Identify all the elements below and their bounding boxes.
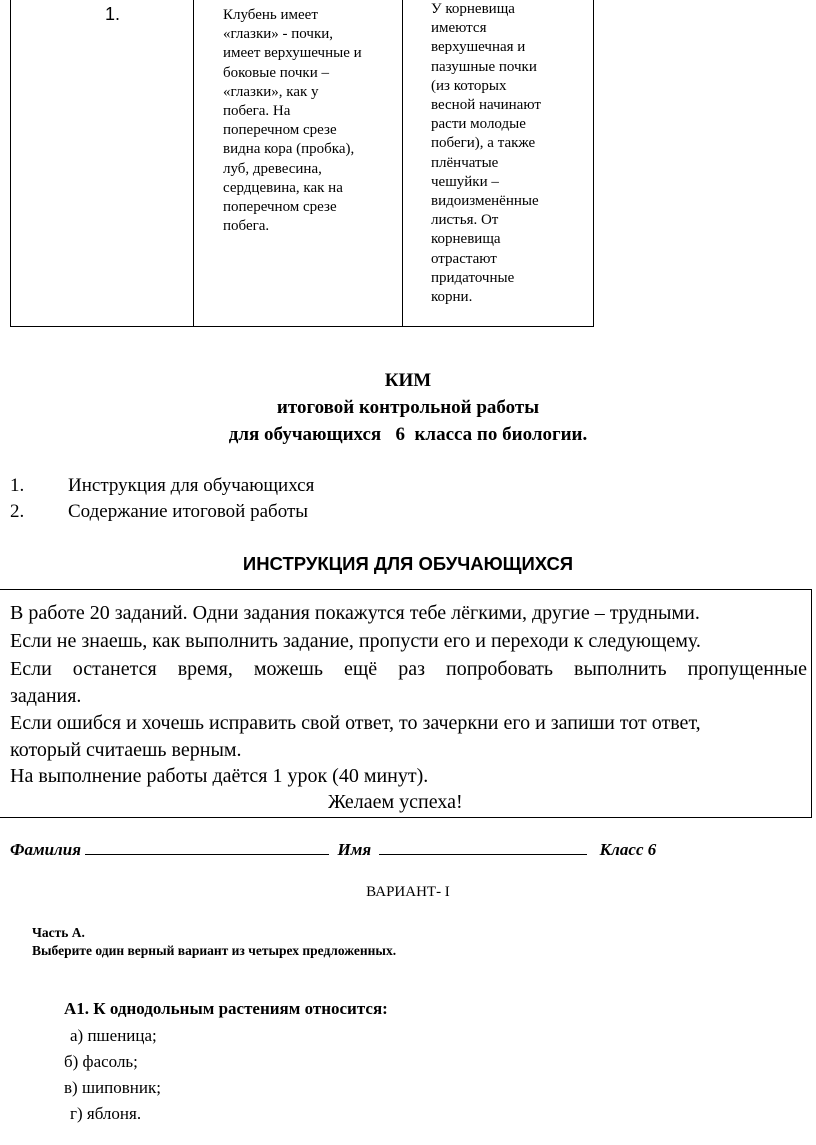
question-text: А1. К однодольным растениям относится:	[64, 999, 388, 1018]
instruction-line: Если останется время, можешь ещё раз попробовать выполнить пропущенные	[10, 658, 807, 680]
toc-item	[10, 501, 610, 525]
part-title: Часть А.	[32, 925, 85, 940]
student-info-row	[10, 839, 656, 860]
instruction-line: Если ошибся и хочешь исправить свой ответ, то зачеркни его и запиши тот ответ,	[10, 712, 701, 734]
surname-field[interactable]	[85, 839, 329, 855]
name-field[interactable]	[379, 839, 587, 855]
toc-number: 2.	[10, 501, 25, 522]
instruction-title: ИНСТРУКЦИЯ ДЛЯ ОБУЧАЮЩИХСЯ	[242, 553, 574, 574]
rhizome-description: У корневища имеются верхушечная и пазушные почки (из которых весной начинают расти молодые побеги), а также плёнчатые чешуйки – видоизменённые листья. От корневища отрастают придаточные корни.	[431, 1, 541, 306]
instruction-line: Если не знаешь, как выполнить задание, пропусти его и переходи к следующему.	[10, 630, 701, 652]
class-label: Класс 6	[599, 840, 657, 859]
name-label: Имя	[337, 840, 372, 859]
table-divider	[402, 0, 403, 326]
tuber-description: Клубень имеет «глазки» - почки, имеет верхушечные и боковые почки – «глазки», как у побега. На поперечном срезе видна кора (пробка), луб, древесина, сердцевина, как на поперечном срезе побега.	[223, 7, 362, 235]
toc-text: Содержание итоговой работы	[68, 501, 309, 522]
surname-label: Фамилия	[10, 840, 81, 859]
instruction-box	[0, 589, 812, 818]
toc-item	[10, 475, 610, 499]
heading-audience: для обучающихся 6 класса по биологии.	[228, 424, 588, 445]
instruction-line: который считаешь верным.	[10, 739, 242, 761]
variant-label: ВАРИАНТ- I	[366, 884, 450, 900]
part-instruction: Выберите один верный вариант из четырех предложенных.	[32, 943, 397, 958]
answer-option: а) пшеница;	[70, 1026, 157, 1045]
heading-subtitle: итоговой контрольной работы	[276, 397, 540, 418]
answer-option: б) фасоль;	[64, 1052, 138, 1071]
instruction-line: задания.	[10, 685, 82, 707]
instruction-line: На выполнение работы даётся 1 урок (40 минут).	[10, 765, 429, 787]
answer-table	[10, 0, 594, 327]
table-divider	[193, 0, 194, 326]
answer-option: в) шиповник;	[64, 1078, 161, 1097]
toc-text: Инструкция для обучающихся	[68, 475, 315, 496]
instruction-line: В работе 20 заданий. Одни задания покажутся тебе лёгкими, другие – трудными.	[10, 602, 700, 624]
row-number: 1.	[105, 4, 121, 24]
instruction-wish: Желаем успеха!	[328, 791, 463, 813]
heading-kim: КИМ	[384, 370, 432, 391]
answer-option: г) яблоня.	[70, 1104, 142, 1123]
toc-number: 1.	[10, 475, 25, 496]
